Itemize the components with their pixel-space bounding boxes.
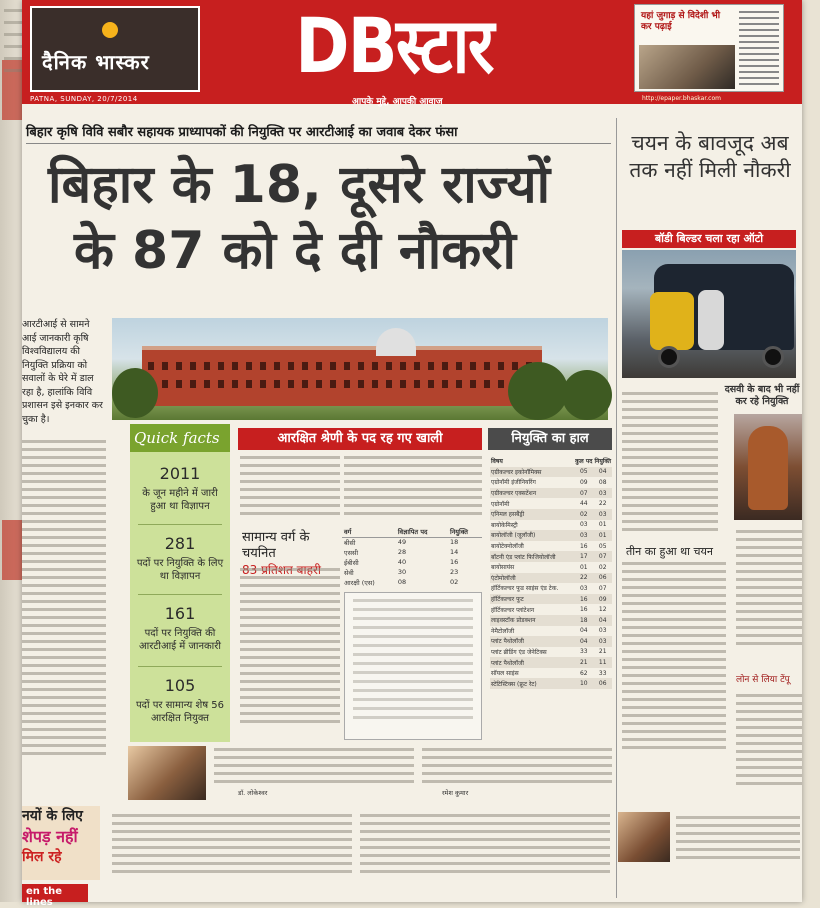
masthead-teaser <box>634 4 784 92</box>
newspaper-page <box>22 0 802 908</box>
dainik-bhaskar-brand <box>30 6 200 92</box>
quick-fact-item <box>130 676 230 725</box>
table-row: बॉटनी एंड प्लांट फिजियोलॉजी 17 07 <box>490 551 612 562</box>
promo-line-2: शेपड़ नहीं <box>22 827 78 846</box>
promo-line-1: नयों के लिए <box>22 808 83 824</box>
quick-facts-title: Quick facts <box>130 424 230 452</box>
footer-quote-text <box>676 816 800 864</box>
quick-fact-number: 105 <box>164 676 196 695</box>
edge-color-block <box>2 520 22 580</box>
left-footer-promo <box>22 806 100 880</box>
right-column-subhead: बॉडी बिल्डर चला रहा ऑटो <box>622 230 796 248</box>
table-row: प्लांट पैथोलॉजी 21 11 <box>490 657 612 668</box>
table-row: सॉयल साइंस 62 33 <box>491 669 607 678</box>
table-row: एनिमल हसबैंड्री 02 03 <box>490 509 612 520</box>
table-row: बायोकेमिस्ट्री 03 01 <box>491 521 607 529</box>
edge-text-line <box>4 57 24 60</box>
right-article-body <box>736 694 802 790</box>
mini-col-header: वर्ग <box>342 527 396 537</box>
quick-fact-desc: पदों पर सामान्य शेष 56 आरक्षित नियुक्त <box>135 700 225 724</box>
column-divider <box>616 118 617 898</box>
brand-name: दैनिक भास्कर <box>42 50 150 74</box>
appt-col-header: कुल पद <box>575 458 593 466</box>
footer-portrait-photo <box>618 812 670 862</box>
table-row: एग्रोनॉमी 44 22 <box>491 500 607 508</box>
table-row: बायोसायंस 01 02 <box>491 563 607 572</box>
table-row: ईबीसी 40 16 <box>344 558 459 567</box>
general-heading-text: सामान्य वर्ग के चयनित <box>242 530 310 561</box>
table-row: बायोटेक्नोलॉजी 16 05 <box>491 542 607 551</box>
table-row: एग्रीकल्चर इकोनॉमिक्स 05 04 <box>490 467 612 478</box>
table-row: बायोलॉजी (जूलॉजी) 03 01 <box>490 530 612 541</box>
appt-col-header: विषय <box>491 458 503 466</box>
lead-headline-line-1: बिहार के 18, दूसरे राज्यों <box>48 155 551 215</box>
general-article-body <box>240 568 340 728</box>
table-row: स्टेटिस्टिक्स (फ्रूट रेट) 10 06 <box>490 678 612 689</box>
table-row: आरक्षी (एस) 08 02 <box>344 578 459 587</box>
appointment-status-table <box>490 456 612 689</box>
kicker-divider <box>26 143 611 144</box>
promo-line-3: मिल रहे <box>22 849 62 865</box>
quick-fact-number: 281 <box>164 534 196 553</box>
sun-logo-icon <box>102 22 118 38</box>
table-row: एग्रीकल्चर एक्सटेंशन 07 03 <box>490 488 612 499</box>
bottom-article-body <box>112 814 352 878</box>
table-row: हॉर्टिकल्चर प्लांटेशन 16 12 <box>491 606 607 614</box>
edge-text-line <box>4 21 24 24</box>
quote-byline-right: रमेश कुमार <box>442 789 469 797</box>
epaper-url: http://epaper.bhaskar.com <box>642 95 721 102</box>
between-the-lines-tab: en the lines <box>22 884 88 902</box>
selection-subheading: तीन का हुआ था चयन <box>626 545 713 558</box>
table-row: सेवी 30 23 <box>344 568 459 577</box>
dateline: PATNA, SUNDAY, 20/7/2014 <box>30 95 138 103</box>
quick-fact-item <box>130 464 230 513</box>
teaser-photo <box>639 45 735 89</box>
quick-fact-item <box>130 534 230 583</box>
rti-document-image <box>344 592 482 740</box>
db-star-logo: DBस्टार <box>295 1 493 90</box>
table-row: नेमैटोलॉजी 04 03 <box>491 627 607 635</box>
teaser-text-block <box>739 11 779 89</box>
appt-col-header: नियुक्ति <box>594 458 611 466</box>
quick-fact-desc: के जून महीने में जारी हुआ था विज्ञापन <box>142 488 218 512</box>
table-row: एंटोमोलॉजी 22 06 <box>490 573 612 584</box>
quote-text-right <box>422 748 612 788</box>
loan-tempo-subheading: लोन से लिया टेंपू <box>736 675 790 685</box>
table-row: एग्रोनॉमी इंजीनियरिंग 09 08 <box>491 478 607 487</box>
university-building-photo <box>112 318 608 420</box>
right-article-body <box>736 530 802 650</box>
quick-fact-item <box>130 604 230 653</box>
edge-text-line <box>4 9 24 12</box>
tagline: आपके मुद्दे, आपकी आवाज <box>352 97 443 107</box>
table-row: लाइवस्टॉक प्रोडक्शन 18 04 <box>490 615 612 626</box>
right-box-title: दसवी के बाद भी नहीं कर रहे नियुक्ति <box>724 384 800 407</box>
table-row: प्लांट ब्रीडिंग एंड जेनेटिक्स 33 21 <box>491 648 607 656</box>
right-column-headline: चयन के बावजूद अब तक नहीं मिली नौकरी <box>629 131 791 182</box>
reserved-seats-headline: आरक्षित श्रेणी के पद रह गए खाली <box>238 428 482 450</box>
quote-byline-left: डॉ. लोकेश्वर <box>238 789 268 797</box>
teaser-title: यहां जुगाड़ से विदेशी भी कर पढ़ाई <box>641 11 721 32</box>
table-row: प्लांट पैथोलॉजी 04 03 <box>490 636 612 647</box>
table-row: बीसी 49 18 <box>344 538 459 547</box>
bottom-article-body <box>360 814 610 878</box>
reserved-article-body <box>240 456 340 520</box>
quick-fact-number: 2011 <box>159 464 201 483</box>
mini-col-header: नियुक्ति <box>448 527 482 537</box>
quick-fact-desc: पदों पर नियुक्ति की आरटीआई में जानकारी <box>139 628 221 652</box>
left-column-body <box>22 440 106 755</box>
masthead <box>22 0 802 107</box>
table-row: हॉर्टिकल्चर फूट 16 09 <box>490 594 612 605</box>
body-builder-photo <box>734 414 802 520</box>
edge-text-line <box>4 69 24 72</box>
edge-text-line <box>4 33 24 36</box>
quote-text-left <box>214 748 414 788</box>
quick-fact-desc: पदों पर नियुक्ति के लिए था विज्ञापन <box>136 558 224 582</box>
official-portrait-photo <box>128 746 206 800</box>
mini-col-header: विज्ञापित पद <box>396 527 448 537</box>
left-column-snippet: आरटीआई से सामने आई जानकारी कृषि विश्वविद्यालय की नियुक्ति प्रक्रिया को सवालों के घेरे में डाल रहा है, हालांकि विवि प्रशासन इसे इनकार कर चुका है। <box>22 319 103 425</box>
lead-headline-line-2: के 87 को दे दी नौकरी <box>74 221 516 281</box>
left-column <box>22 318 106 760</box>
quick-fact-number: 161 <box>164 604 196 623</box>
reserved-mini-table <box>342 527 482 587</box>
lead-kicker: बिहार कृषि विवि सबौर सहायक प्राध्यापकों की नियुक्ति पर आरटीआई का जवाब देकर फंसा <box>26 125 458 140</box>
edge-text-line <box>4 45 24 48</box>
right-article-body <box>622 392 718 536</box>
table-row: एससी 28 14 <box>344 548 459 557</box>
table-row: हॉर्टिकल्चर फूड साइंस एंड टेक. 03 07 <box>491 584 607 593</box>
appointment-status-headline: नियुक्ति का हाल <box>488 428 612 450</box>
auto-rickshaw-photo <box>622 250 796 378</box>
right-article-body <box>622 562 726 754</box>
reserved-article-body <box>344 456 482 520</box>
quick-facts-box <box>130 424 230 742</box>
